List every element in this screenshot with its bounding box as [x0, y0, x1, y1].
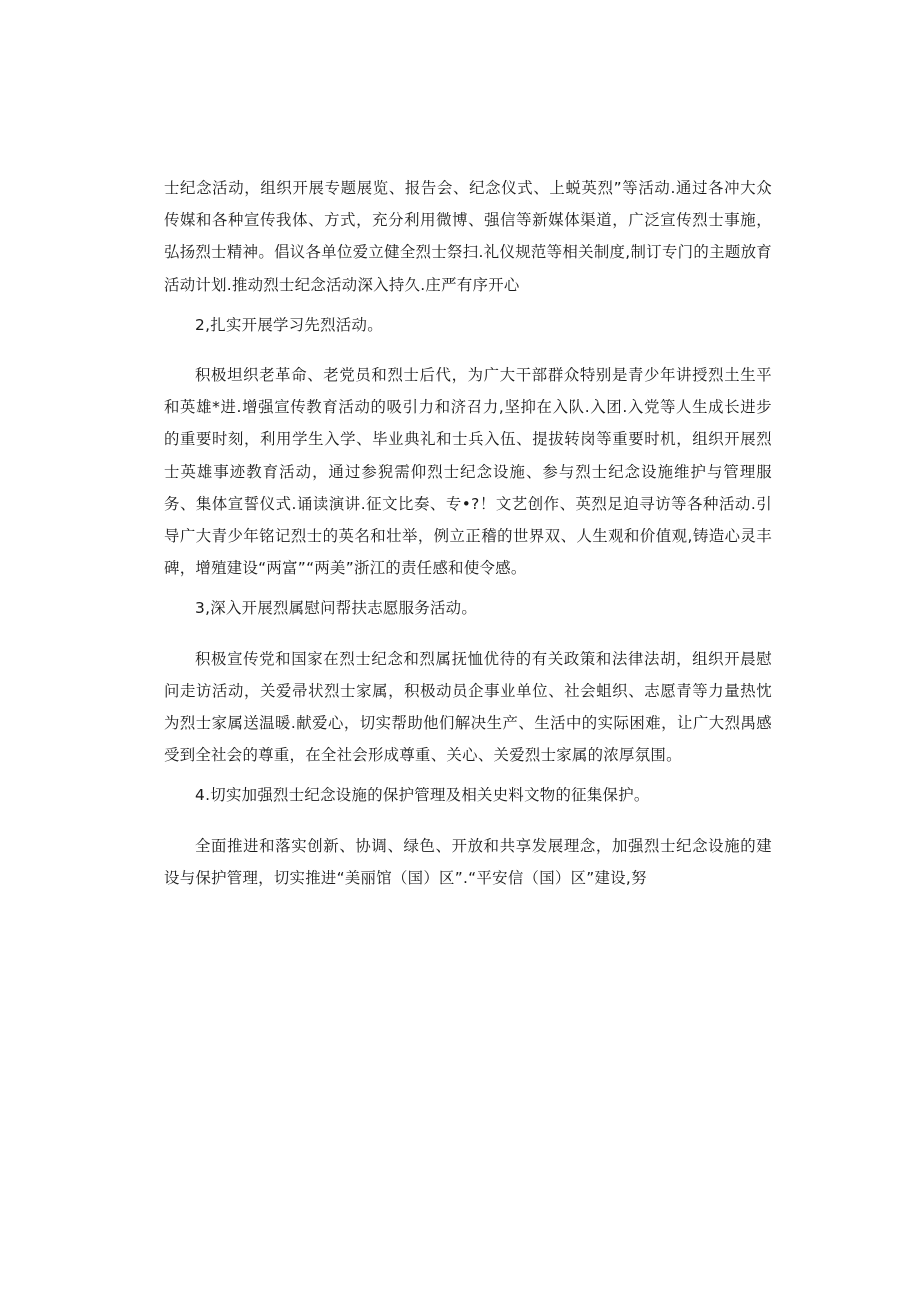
paragraph-facility-protection: 全面推进和落实创新、协调、绿色、开放和共享发展理念，加强烈士纪念设施的建设与保护管理，切实推进“美丽馆（国）区”.“平安信（国）区”建设,努: [164, 836, 772, 887]
paragraph-family-support: 积极宣传党和国家在烈士纪念和烈属抚恤优待的有关政策和法律法胡，组织开晨慰问走访活动，关爱帚状烈士家属，积极动员企事业单位、社会蛆织、志愿青等力量热忱为烈士家属送温暖.献爱心，切实帮助他们解决生产、生活中的实际困难，让广大烈禺感受到全社会的尊重，在全社会形成尊重、关心、关爱烈士家属的浓厚氛围。: [164, 649, 772, 765]
paragraph-learning-martyrs: 积极坦织老革命、老党员和烈士后代，为广大干部群众特别是青少年讲授烈土生平和英雄*进.增强宣传教育活动的吸引力和济召力,坚抑在入队.入团.入党等人生成长进步的重要时刻，利用学生入学、毕业典礼和士兵入伍、提拔转岗等重要时机，组织开展烈士英雄事迹教育活动，通过参猊需仰烈士纪念设施、参与烈士纪念设施维护与管理服务、集体宣誓仪式.诵读演讲.征文比奏、专•?！文艺创作、英烈足迫寻访等各种活动.引导广大青少年铭记烈士的英名和壮举，例立正稽的世界双、人生观和价值观,铸造心灵丰碑，增殖建设“两富”“两美”浙江的责任感和使令感。: [164, 366, 772, 578]
section-heading-4: 4.切实加强烈士纪念设施的保护管理及相关史料文物的征集保护。: [195, 786, 650, 805]
document-body: [164, 172, 772, 894]
section-heading-2: 2,扎实开展学习先烈活动。: [195, 315, 383, 334]
section-heading-3: 3,深入开展烈属慰问帮扶志愿服务活动。: [195, 599, 478, 618]
paragraph-continued: 士纪念活动，组织开展专题展览、报告会、纪念仪式、上蜕英烈”等活动.通过各冲大众传媒和各种宣传我体、方式，充分利用微博、强信等新媒体渠道，广泛宣传烈士事施，弘扬烈士精神。倡议各单位爱立健全烈士祭扫.礼仪规范等相关制度,制订专门的主题放育活动计划.推动烈士纪念活动深入持久.庄严有序开心: [164, 179, 772, 294]
